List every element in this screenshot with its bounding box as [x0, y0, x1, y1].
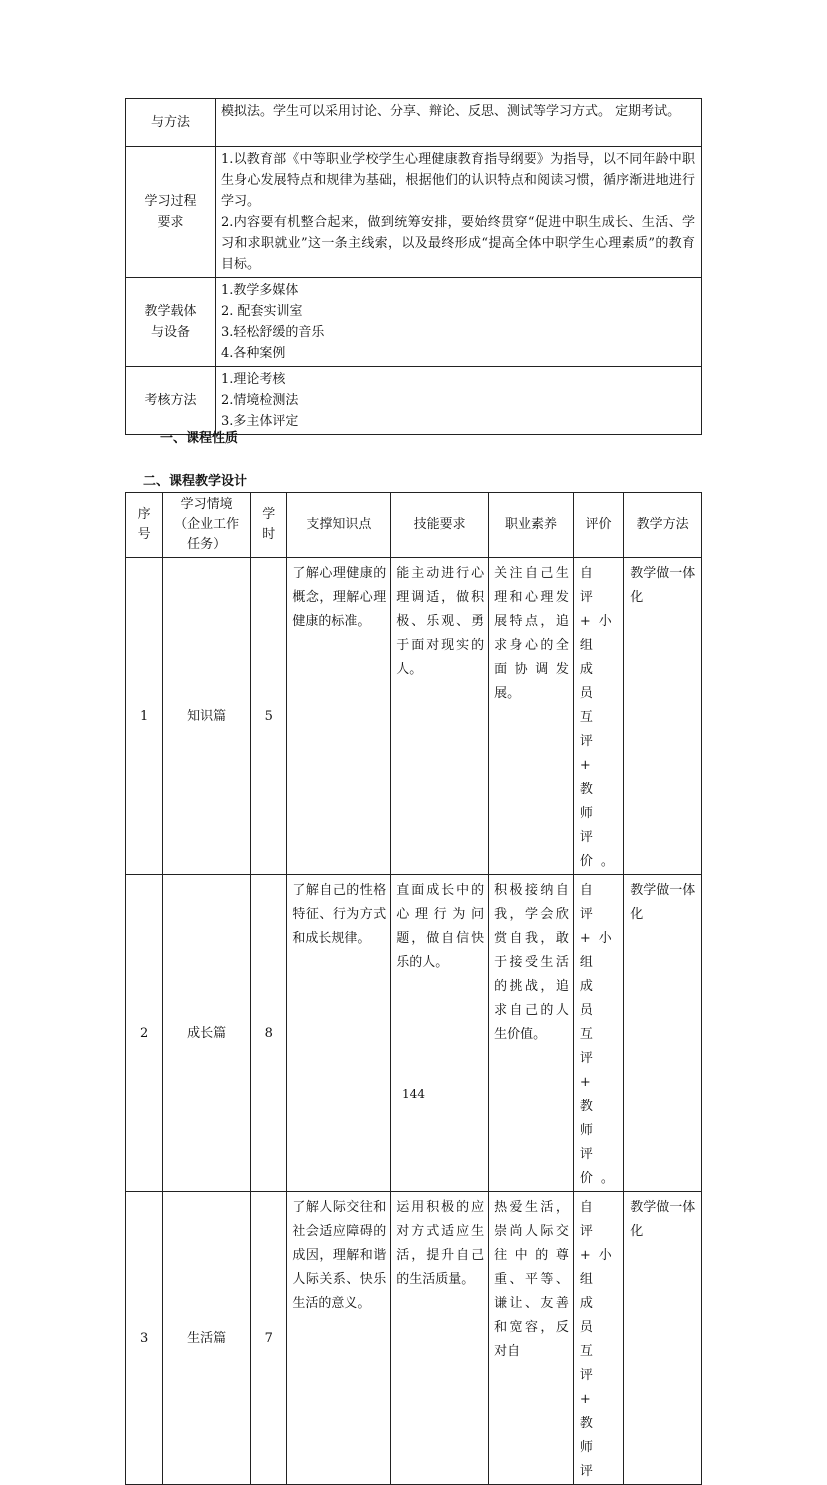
evaluation-line: 教师	[579, 1416, 601, 1455]
skill-requirements: 运用积极的应对方式适应生活，提升自己的生活质量。	[391, 1192, 489, 1485]
evaluation-line: 组成	[579, 1272, 601, 1311]
evaluation-line: 评+	[579, 1051, 601, 1090]
knowledge-points: 了解自己的性格特征、行为方式和成长规律。	[287, 875, 391, 1192]
content-line: 1.理论考核	[221, 372, 286, 387]
section-heading-course-nature: 一、课程性质	[160, 431, 239, 446]
evaluation-line: 教师	[579, 782, 601, 821]
header-cell	[126, 493, 163, 558]
header-cell	[251, 493, 287, 558]
header-cell: 支撑知识点	[287, 493, 391, 558]
header-cell	[163, 493, 251, 558]
evaluation-line: 教师	[579, 1099, 601, 1138]
learning-context: 生活篇	[163, 1192, 251, 1485]
evaluation-line: 价。	[579, 1171, 622, 1186]
evaluation-line: 员互	[579, 1003, 601, 1042]
header-cell: 技能要求	[391, 493, 489, 558]
row-content	[216, 278, 702, 367]
evaluation-line: 自评	[579, 566, 601, 605]
evaluation-line: 员互	[579, 686, 601, 725]
skill-requirements: 直面成长中的心理行为问题，做自信快乐的人。	[391, 875, 489, 1192]
content-line: 3.轻松舒缓的音乐	[221, 325, 325, 340]
evaluation-line: +小	[579, 931, 620, 946]
row-content	[216, 367, 702, 435]
evaluation-line: +小	[579, 1248, 620, 1263]
study-hours: 5	[251, 558, 287, 875]
page-number: 144	[402, 1087, 425, 1101]
evaluation	[573, 558, 623, 875]
row-label: 考核方法	[126, 367, 216, 435]
header-text: 序号	[137, 507, 151, 542]
content-line: 2.情境检测法	[221, 393, 299, 408]
info-row-process	[126, 147, 702, 278]
professional-quality: 关注自己生理和心理发展特点，追求身心的全面协调发展。	[489, 558, 574, 875]
learning-context: 成长篇	[163, 875, 251, 1192]
evaluation-line: 员互	[579, 1320, 601, 1359]
table-row	[126, 1192, 702, 1485]
knowledge-points: 了解人际交往和社会适应障碍的成因，理解和谐人际关系、快乐生活的意义。	[287, 1192, 391, 1485]
row-label	[126, 147, 216, 278]
evaluation-line: 评	[579, 1464, 601, 1479]
teaching-method: 教学做一体化	[624, 558, 702, 875]
header-cell: 教学方法	[624, 493, 702, 558]
row-label	[126, 278, 216, 367]
evaluation-line: 评+	[579, 1368, 601, 1407]
table-header-row	[126, 493, 702, 558]
content-line: 4.各种案例	[221, 346, 286, 361]
header-cell: 评价	[573, 493, 623, 558]
table-row	[126, 558, 702, 875]
row-number: 1	[126, 558, 163, 875]
teaching-method: 教学做一体化	[624, 875, 702, 1192]
row-content	[216, 99, 702, 147]
evaluation	[573, 1192, 623, 1485]
row-label: 与方法	[126, 99, 216, 147]
label-text: 学习过程要求	[144, 194, 197, 230]
info-row-equipment	[126, 278, 702, 367]
evaluation-line: 自评	[579, 883, 601, 922]
label-text: 教学载体与设备	[144, 304, 197, 340]
knowledge-points: 了解心理健康的概念，理解心理健康的标准。	[287, 558, 391, 875]
evaluation-line: 评	[579, 1147, 601, 1162]
teaching-method: 教学做一体化	[624, 1192, 702, 1485]
header-text: 学时	[262, 507, 276, 542]
evaluation-line: 组成	[579, 955, 601, 994]
row-number: 3	[126, 1192, 163, 1485]
row-number: 2	[126, 875, 163, 1192]
content-line: 2.内容要有机整合起来，做到统筹安排，要始终贯穿“促进中职生成长、生活、学习和求职就业”这一条主线索，以及最终形成“提高全体中职学生心理素质”的教育目标。	[221, 215, 695, 272]
study-hours: 7	[251, 1192, 287, 1485]
section-heading-course-design: 二、课程教学设计	[143, 474, 248, 489]
info-table	[125, 98, 702, 435]
content-line: 模拟法。学生可以采用讨论、分享、辩论、反思、测试等学习方式。 定期考试。	[221, 104, 681, 119]
header-cell: 职业素养	[489, 493, 574, 558]
evaluation-line: 组成	[579, 638, 601, 677]
header-text: 学习情境（企业工作任务）	[174, 497, 240, 552]
professional-quality: 热爱生活，崇尚人际交往中的尊重、平等、谦让、友善和宽容，反对自	[489, 1192, 574, 1485]
evaluation	[573, 875, 623, 1192]
content-line: 1.以教育部《中等职业学校学生心理健康教育指导纲要》为指导，以不同年龄中职生身心发展特点和规律为基础，根据他们的认识特点和阅读习惯，循序渐进地进行学习。	[221, 152, 695, 209]
study-hours: 8	[251, 875, 287, 1192]
course-design-table	[125, 492, 702, 1485]
content-line: 1.教学多媒体	[221, 283, 299, 298]
skill-requirements: 能主动进行心理调适，做积极、乐观、勇于面对现实的人。	[391, 558, 489, 875]
info-row-assessment	[126, 367, 702, 435]
row-content	[216, 147, 702, 278]
learning-context: 知识篇	[163, 558, 251, 875]
evaluation-line: 价。	[579, 854, 622, 869]
professional-quality: 积极接纳自我，学会欣赏自我，敢于接受生活的挑战，追求自己的人生价值。	[489, 875, 574, 1192]
evaluation-line: 评	[579, 830, 601, 845]
evaluation-line: 自评	[579, 1200, 601, 1239]
content-line: 2. 配套实训室	[221, 304, 303, 319]
evaluation-line: +小	[579, 614, 620, 629]
info-row-methods	[126, 99, 702, 147]
table-row	[126, 875, 702, 1192]
evaluation-line: 评+	[579, 734, 601, 773]
content-line: 3.多主体评定	[221, 414, 299, 429]
